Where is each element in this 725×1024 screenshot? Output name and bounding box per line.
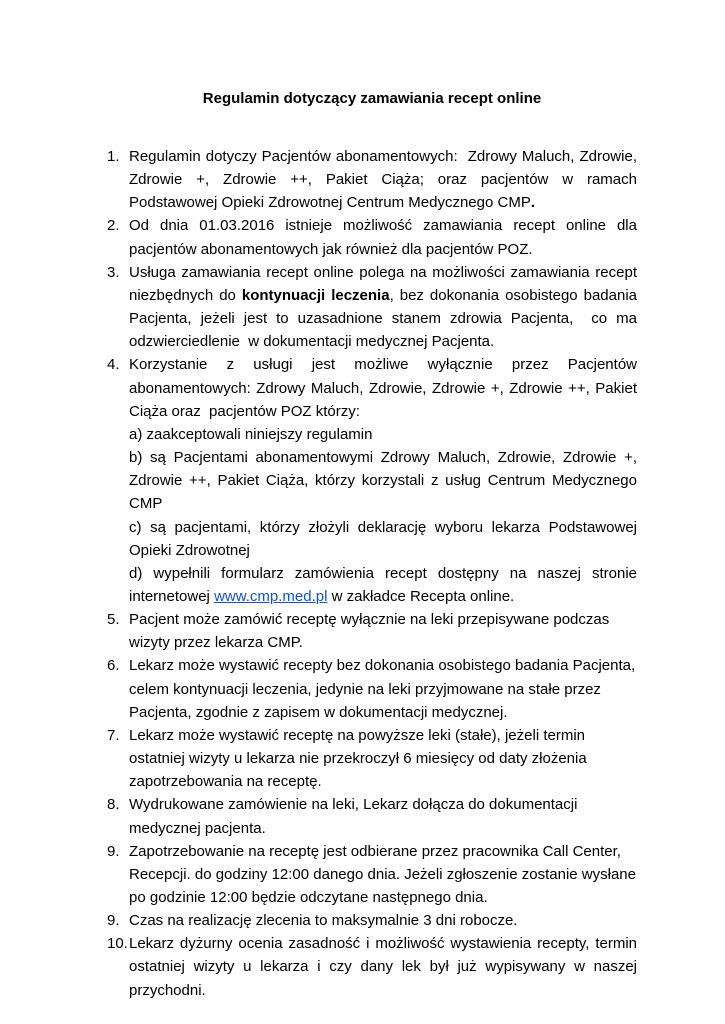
cmp-website-link[interactable]: www.cmp.med.pl — [214, 587, 328, 605]
item-number: 10. — [107, 935, 128, 953]
item-number: 5. — [107, 611, 120, 629]
item-text — [129, 446, 637, 515]
item-number: 9. — [107, 912, 120, 930]
regulation-item — [107, 724, 637, 793]
text-segment: Od dnia 01.03.2016 istnieje możliwość zamawiania recept online dla pacjentów abonamentowych jak również dla pacjentów POZ. — [129, 217, 637, 258]
text-segment: Zapotrzebowanie na receptę jest odbierane przez pracownika Call Center, Recepcji. do godziny 12:00 danego dnia. Jeżeli zgłoszenie zostanie wysłane po godzinie 12:00 będzie odczytane następnego dnia. — [129, 842, 636, 906]
text-segment: w zakładce Recepta online. — [327, 587, 515, 605]
regulation-item — [107, 562, 637, 608]
item-text — [129, 145, 637, 214]
item-text — [129, 562, 637, 608]
item-number: 2. — [107, 217, 120, 235]
item-text — [129, 654, 637, 723]
text-segment: Lekarz może wystawić receptę na powyższe leki (stałe), jeżeli termin ostatniej wizyty u lekarza nie przekroczył 6 miesięcy od daty złożenia zapotrzebowania na receptę. — [129, 726, 587, 791]
regulation-item — [107, 608, 637, 654]
text-segment: c) są pacjentami, którzy złożyli deklarację wyboru lekarza Podstawowej Opieki Zdrowotnej — [129, 518, 637, 559]
regulation-item — [107, 793, 637, 839]
item-number: 4. — [107, 356, 120, 374]
regulation-item — [107, 353, 637, 422]
item-text — [129, 516, 637, 562]
regulation-item — [107, 840, 637, 909]
text-segment: Usługa zamawiania recept online polega na możliwości zamawiania recept niezbędnych do — [129, 263, 637, 304]
text-segment: Pacjent może zamówić receptę wyłącznie na leki przepisywane podczas wizyty przez lekarza CMP. — [129, 611, 610, 652]
regulation-item — [107, 145, 637, 214]
regulation-item — [107, 654, 637, 723]
item-text — [129, 214, 637, 260]
item-text — [129, 423, 637, 446]
item-number: 1. — [107, 148, 120, 165]
item-text — [129, 909, 637, 932]
text-segment: Regulamin dotyczy Pacjentów abonamentowych: Zdrowy Maluch, Zdrowie, Zdrowie +, Zdrowie ++, Pakiet Ciąża; oraz pacjentów w ramach Podstawowej Opieki Zdrowotnej Centrum Medycznego CMP — [129, 148, 637, 212]
regulation-item — [107, 932, 637, 1001]
regulation-item — [107, 446, 637, 515]
item-number: 7. — [107, 726, 120, 744]
item-text — [129, 932, 637, 1001]
bold-text-segment: . — [530, 194, 536, 212]
text-segment: Wydrukowane zamówienie na leki, Lekarz dołącza do dokumentacji medycznej pacjenta. — [129, 796, 578, 837]
item-number: 9. — [107, 842, 120, 860]
regulation-item — [107, 261, 637, 354]
text-segment: Korzystanie z usługi jest możliwe wyłącznie przez Pacjentów abonamentowych: Zdrowy Maluch, Zdrowie, Zdrowie +, Zdrowie ++, Pakiet Ciąża oraz pacjentów POZ którzy: — [129, 356, 637, 420]
text-segment: Lekarz dyżurny ocenia zasadność i możliwość wystawienia recepty, termin ostatniej wizyty u lekarza i czy dany lek był już wypisywany w naszej przychodni. — [129, 935, 637, 999]
item-number: 8. — [107, 796, 120, 814]
text-segment: b) są Pacjentami abonamentowymi Zdrowy Maluch, Zdrowie, Zdrowie +, Zdrowie ++, Pakiet Ciąża, którzy korzystali z usług Centrum Medycznego CMP — [129, 449, 637, 513]
text-segment: d) wypełnili formularz zamówienia recept dostępny na naszej stronie internetowej — [129, 564, 637, 605]
item-text — [129, 353, 637, 422]
document-title: Regulamin dotyczący zamawiania recept online — [202, 90, 542, 107]
item-text — [129, 608, 637, 654]
item-number: 6. — [107, 657, 120, 675]
text-segment: Czas na realizację zlecenia to maksymalnie 3 dni robocze. — [129, 912, 518, 930]
item-text — [129, 261, 637, 354]
bold-text-segment: kontynuacji leczenia — [241, 286, 390, 304]
item-text — [129, 793, 637, 839]
regulation-item — [107, 516, 637, 562]
text-segment: a) zaakceptowali niniejszy regulamin — [129, 425, 373, 443]
item-number: 3. — [107, 263, 120, 281]
item-text — [129, 840, 637, 909]
item-text — [129, 724, 637, 793]
text-segment: Lekarz może wystawić recepty bez dokonania osobistego badania Pacjenta, celem kontynuacji leczenia, jedynie na leki przyjmowane na stałe przez Pacjenta, zgodnie z zapisem w dokumentacji medycznej. — [129, 657, 636, 721]
regulation-item — [107, 909, 637, 932]
text-segment: , bez dokonania osobistego badania Pacjenta, jeżeli jest to uzasadnione stanem zdrowia Pacjenta, co ma odzwierciedlenie w dokumentacji medycznej Pacjenta. — [129, 286, 638, 351]
regulation-item — [107, 214, 637, 260]
regulation-item — [107, 423, 637, 446]
regulation-list — [107, 145, 637, 1002]
